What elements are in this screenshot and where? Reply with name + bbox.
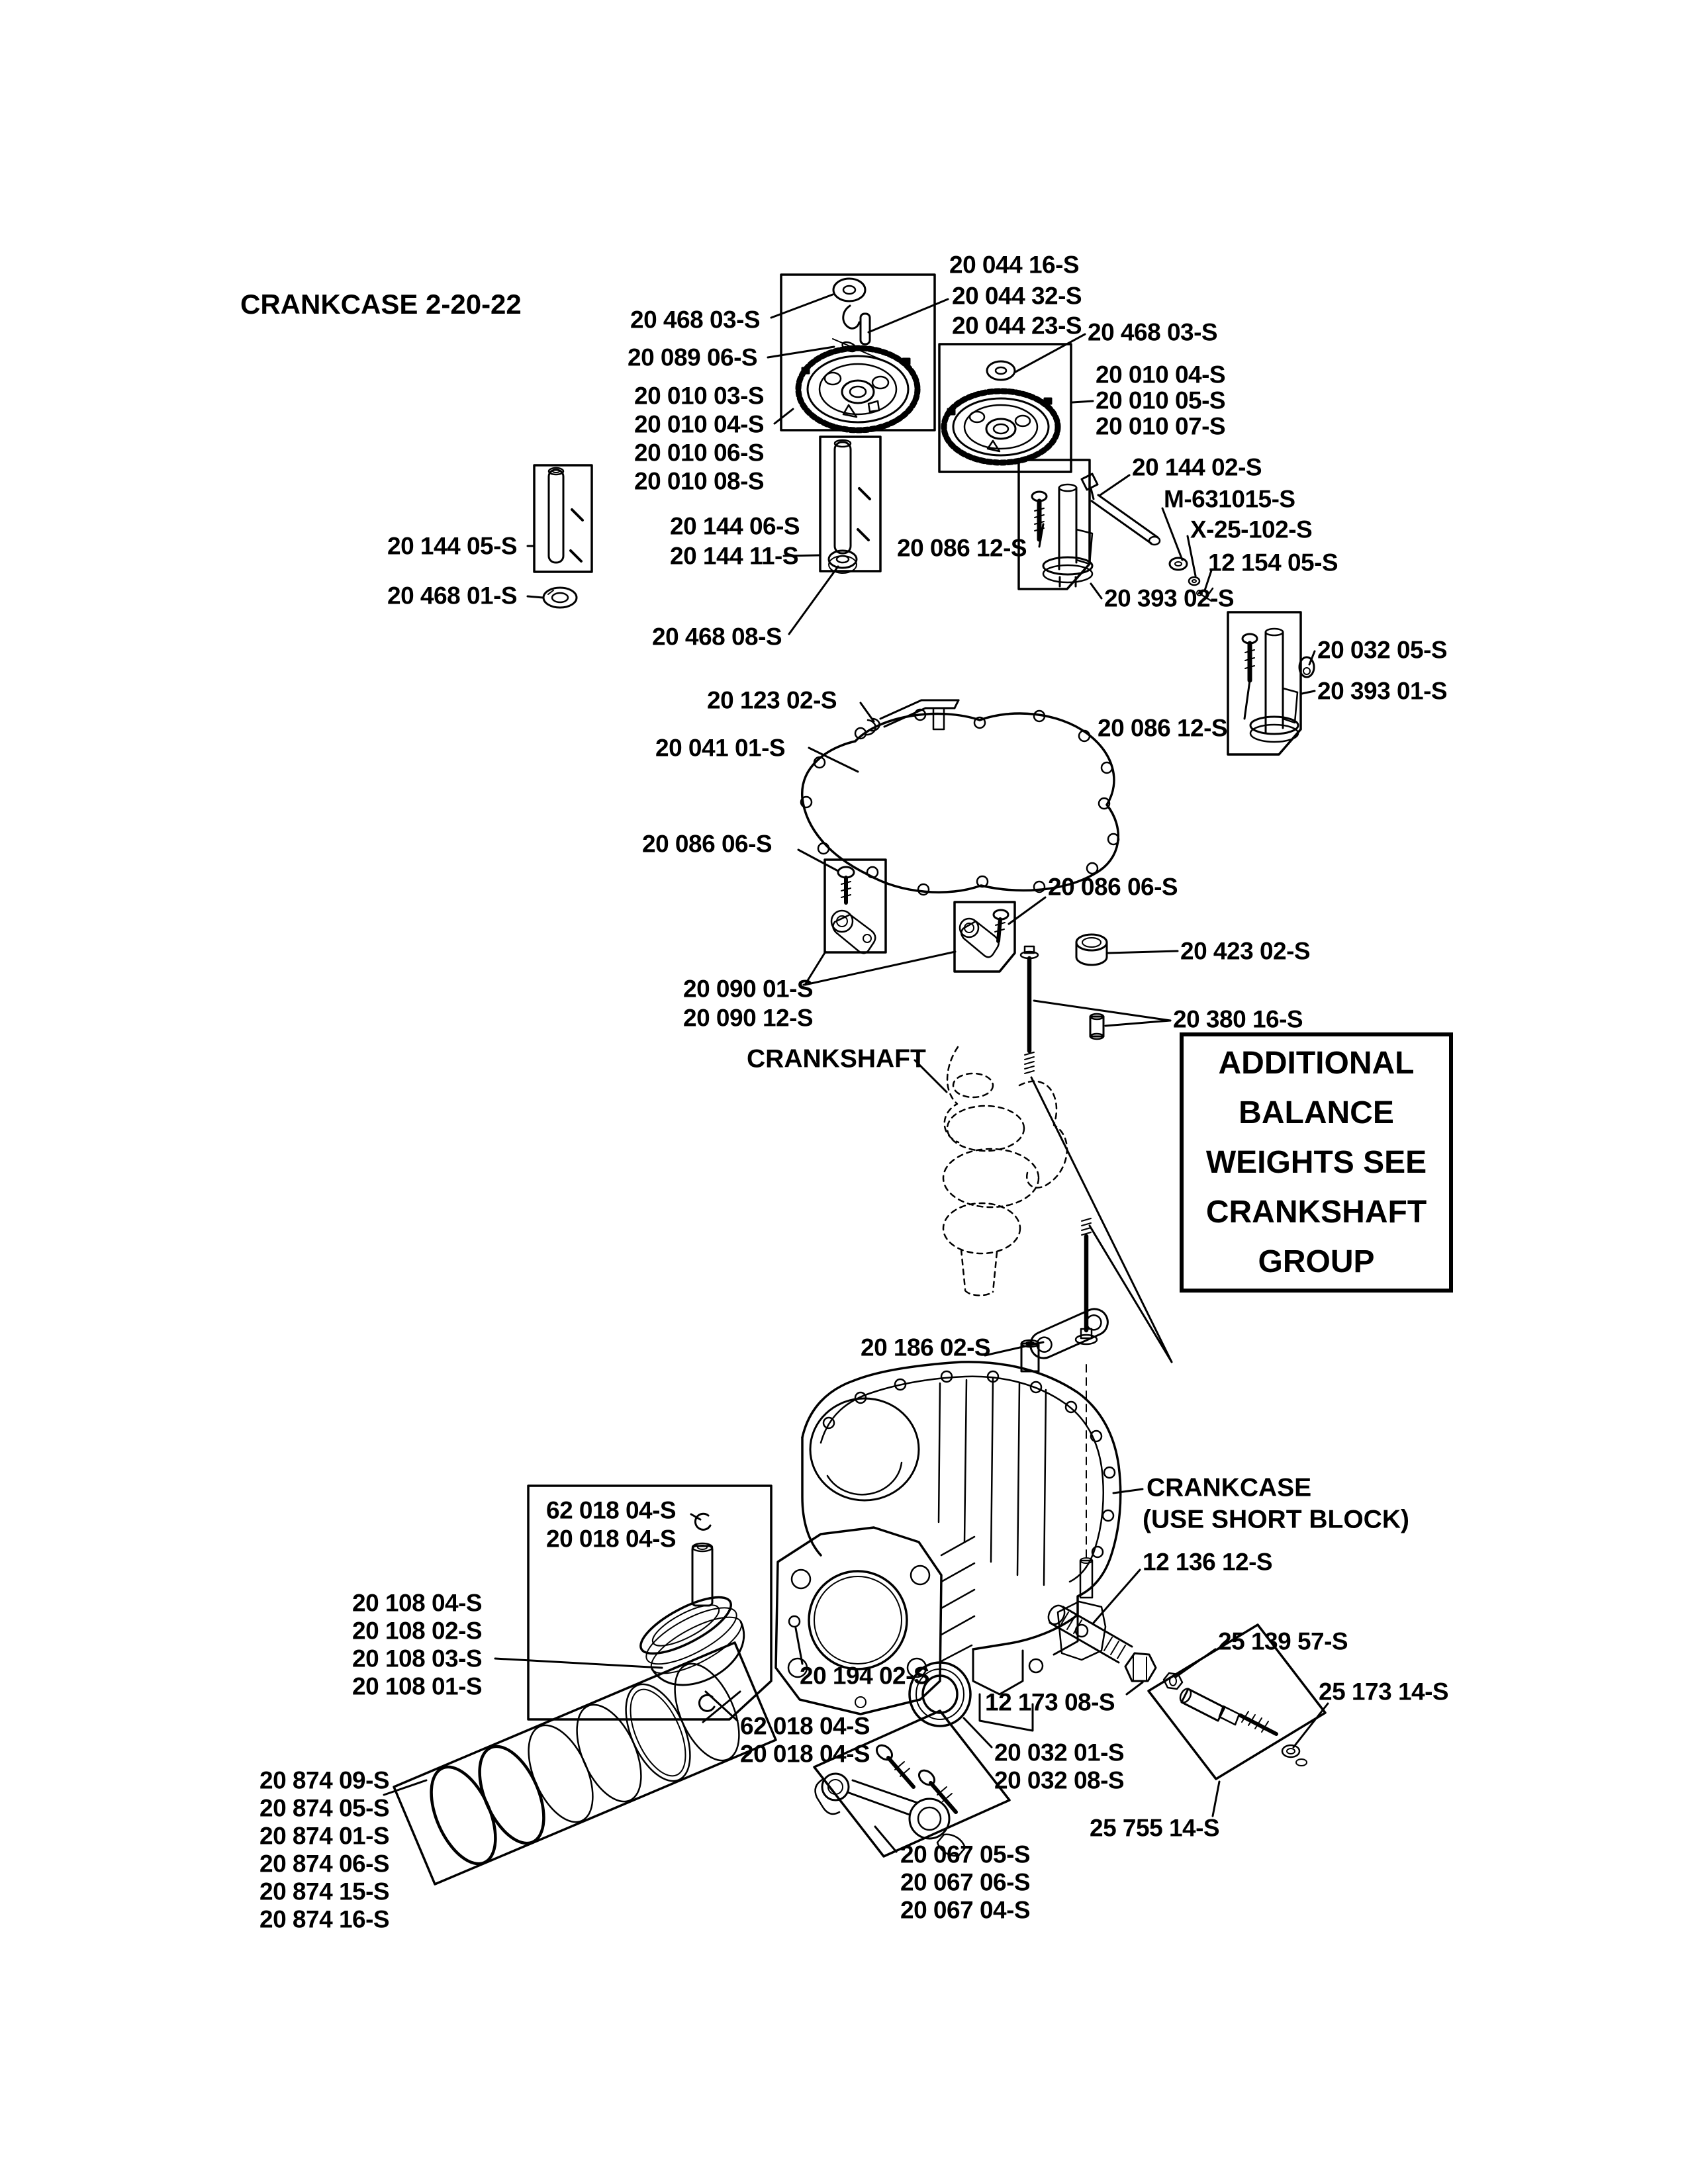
cam-gear-right [944,391,1058,463]
breather-cup-20423 [1076,934,1107,965]
part-label: 20 032 05-S [1317,636,1448,664]
note-line: BALANCE [1239,1095,1394,1130]
part-label: 25 139 57-S [1218,1627,1348,1655]
part-label: 20 186 02-S [861,1334,991,1361]
washer-right [987,361,1015,380]
governor-hook [843,306,870,344]
crankcase-callout-line2: (USE SHORT BLOCK) [1143,1505,1409,1534]
pushrod-center [835,440,870,553]
part-label: 20 032 01-S [994,1739,1125,1766]
part-label: 20 010 05-S [1096,387,1226,414]
part-label: 20 067 04-S [900,1896,1031,1924]
part-label: 20 108 03-S [352,1645,483,1672]
part-label: 20 086 12-S [1098,714,1228,742]
page-title: CRANKCASE 2-20-22 [240,289,522,320]
part-label: 20 044 32-S [952,282,1082,310]
part-label: 62 018 04-S [740,1712,870,1740]
washer-left [833,279,865,301]
part-label: 20 067 06-S [900,1868,1031,1896]
part-label: 20 086 12-S [897,534,1027,562]
note-line: GROUP [1258,1244,1375,1279]
part-label: M-631015-S [1164,485,1295,513]
additional-balance-note-box [1180,1032,1453,1293]
part-label: 20 393 02-S [1104,584,1235,612]
part-label: 20 041 01-S [655,734,786,762]
pin-retainer-upper [695,1514,710,1529]
crankcase-callout-line1: CRANKCASE [1147,1473,1312,1502]
part-label: 20 144 11-S [670,542,799,570]
crankshaft-callout: CRANKSHAFT [747,1044,926,1073]
part-label: 20 468 03-S [1088,318,1218,346]
part-label: 20 468 03-S [630,306,761,334]
note-line: CRANKSHAFT [1205,1195,1427,1230]
stud-20380-a [1021,946,1038,1073]
part-label: 25 755 14-S [1090,1814,1220,1842]
part-label: 20 393 01-S [1317,677,1448,705]
part-label: 20 468 08-S [652,623,782,651]
part-label: 20 874 09-S [259,1766,390,1794]
panel-bracket-b [955,902,1015,972]
part-label: 20 108 01-S [352,1672,483,1700]
part-label: 20 874 01-S [259,1822,390,1850]
part-label: 12 173 08-S [985,1688,1115,1716]
oil-fill-tube [866,700,959,735]
part-label: 20 144 02-S [1132,453,1262,481]
part-label: 20 010 04-S [634,410,765,438]
panel-bracket-a [825,860,886,952]
ball-20194 [789,1616,800,1627]
oil-pump-2 [1243,629,1298,742]
spacer-20380 [1090,1014,1103,1039]
part-label: 20 086 06-S [1048,873,1178,901]
wrist-pin [692,1543,712,1606]
part-label: 20 144 06-S [670,512,800,540]
part-label: 20 194 02-S [800,1662,930,1690]
bracket-a-contents [831,867,875,953]
part-label: 20 108 04-S [352,1589,483,1617]
note-line: ADDITIONAL [1218,1046,1415,1081]
part-label: 20 018 04-S [740,1740,870,1768]
part-label: X-25-102-S [1190,516,1313,543]
part-label: 20 123 02-S [707,686,837,714]
part-label: 20 874 15-S [259,1878,390,1905]
crankshaft-ghost [943,1047,1067,1295]
part-label: 20 089 06-S [628,343,758,371]
part-label: 20 090 01-S [683,975,814,1003]
part-label: 20 874 06-S [259,1850,390,1878]
panel-oil-pump-1 [1019,460,1090,589]
bracket-b-contents [960,910,1008,957]
part-label: 20 010 06-S [634,439,765,467]
part-label: 20 468 01-S [387,582,518,610]
part-label: 20 423 02-S [1180,937,1311,965]
part-label: 20 086 06-S [642,830,773,858]
part-label: 20 090 12-S [683,1004,814,1032]
lock-washer-20468-01 [543,588,577,608]
part-label: 20 010 04-S [1096,361,1226,388]
part-label: 20 874 16-S [259,1905,390,1933]
washer-m631015 [1170,558,1187,570]
piston-assembled [633,1586,758,1700]
note-line: WEIGHTS SEE [1205,1145,1427,1180]
part-label: 20 874 05-S [259,1794,390,1822]
part-label: 20 044 23-S [952,312,1082,340]
part-label: 20 044 16-S [949,251,1080,279]
part-label: 20 018 04-S [546,1525,677,1553]
part-label: 20 380 16-S [1173,1005,1303,1033]
part-label: 12 154 05-S [1208,549,1338,576]
part-label: 20 010 07-S [1096,412,1226,440]
part-label: 20 108 02-S [352,1617,483,1645]
breather-tube-20144-02 [1082,474,1160,545]
part-label: 62 018 04-S [546,1496,677,1524]
part-label: 20 010 03-S [634,382,765,410]
cam-gear-left [798,348,917,430]
washer-x25102 [1189,577,1199,585]
part-label: 20 010 08-S [634,467,765,495]
hex-plug-12173 [1125,1653,1156,1681]
part-label: 12 136 12-S [1143,1548,1273,1576]
part-label: 20 032 08-S [994,1766,1125,1794]
pushrod-left [549,468,583,563]
part-label: 20 067 05-S [900,1841,1031,1868]
part-label: 25 173 14-S [1319,1678,1449,1706]
part-label: 20 144 05-S [387,532,518,560]
